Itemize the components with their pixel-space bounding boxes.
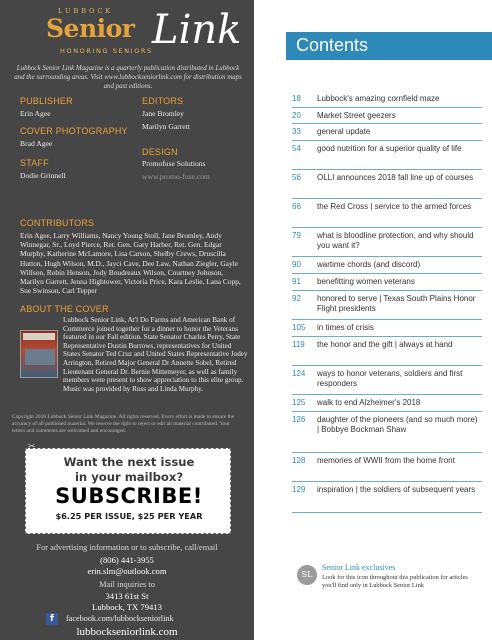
subscribe-heading: SUBSCRIBE!	[55, 484, 203, 508]
toc-page-number: 91	[292, 277, 301, 286]
toc-page-number: 33	[292, 127, 301, 136]
toc-page-number: 119	[292, 340, 305, 349]
toc-page-number: 66	[292, 202, 301, 211]
toc-divider	[292, 169, 482, 170]
toc-title: memories of WWII from the home front	[317, 456, 455, 465]
toc-title: good nutrition for a superior quality of life	[317, 144, 462, 153]
advertising-info: For advertising information or to subscribe, call/email	[36, 543, 218, 552]
exclusives-title: Senior Link exclusives	[322, 563, 396, 572]
toc-page-number: 20	[292, 111, 301, 120]
toc-page-number: 18	[292, 94, 301, 103]
toc-divider	[292, 319, 482, 320]
toc-page-number: 126	[292, 415, 306, 424]
toc-page-number: 125	[292, 398, 306, 407]
address-line1: 3413 61st St	[105, 591, 149, 601]
staff-name: Dodie Grinnell	[20, 171, 66, 180]
logo-lubbock: LUBBOCK	[58, 7, 114, 15]
toc-title: Lubbock's amazing cornfield maze	[317, 94, 440, 103]
toc-title: the Red Cross | service to the armed forces	[317, 202, 472, 211]
toc-title: OLLI announces 2018 fall line up of courses	[317, 173, 474, 182]
toc-divider	[292, 107, 482, 108]
email-link[interactable]: erin.slm@outlook.com	[87, 566, 167, 576]
toc-title: daughter of the pioneers (and so much more) | Bobbye Bockman Shaw	[317, 415, 478, 434]
toc-divider	[292, 273, 482, 274]
toc-page-number: 129	[292, 485, 306, 494]
subscription-price: $6.25 PER ISSUE, $25 PER YEAR	[55, 511, 203, 521]
subscribe-coupon[interactable]	[25, 441, 231, 534]
about-cover-text: Lubbock Senior Link, At'l Do Farms and American Bank of Commerce joined together for a dinner to honor the Veterans featured in our Fall edition. State Senator Charles Perry, State Representative Dustin Burrows, representatives for United States Senator Ted Cruz and United States Representative Jodey Arrington, Retired Major General Dr Annette Sobel, Retired Lieutenant General Dr. Bernie Mittemeyer, as well as family members were present to show appreciation to this elite group. Music was provided by Russ and Linda Murphy.	[63, 316, 248, 393]
photographer-name: Brad Agee	[20, 139, 53, 148]
coupon-line2: in your mailbox?	[74, 470, 184, 484]
masthead-logo	[0, 4, 254, 64]
toc-divider	[292, 198, 482, 199]
about-cover-heading: ABOUT THE COVER	[20, 304, 109, 314]
cover-thumbnail	[20, 330, 58, 378]
toc-divider	[292, 411, 482, 412]
toc-title: inspiration | the soldiers of subsequent years	[317, 485, 476, 494]
toc-divider	[292, 452, 482, 453]
toc-divider	[292, 481, 482, 482]
publisher-heading: PUBLISHER	[20, 96, 73, 106]
exclusives-description: Look for this icon throughout this publication for articles you'll find only in Lubbock Senior Link	[322, 574, 468, 589]
intro-text: Lubbock Senior Link Magazine is a quarterly publication distributed in Lubbock and the surrounding areas. Visit www.lubbockseniorlink.com for distribution maps and past editions.	[14, 65, 242, 90]
contents-title: Contents	[296, 35, 369, 55]
contributors-heading: CONTRIBUTORS	[20, 218, 95, 228]
design-heading: DESIGN	[142, 147, 178, 157]
toc-page-number: 105	[292, 323, 306, 332]
staff-heading: STAFF	[20, 158, 49, 168]
toc-title: honored to serve | Texas South Plains Honor Flight presidents	[317, 294, 476, 313]
senior-link-exclusive-icon: SL	[297, 565, 317, 585]
toc-title: in times of crisis	[317, 323, 374, 332]
editor-name: Jane Bromley	[142, 109, 184, 118]
toc-page-number: 56	[292, 173, 301, 182]
toc-page-number: 54	[292, 144, 301, 153]
mail-label: Mail inquiries to	[99, 580, 155, 589]
contributors-list: Erin Agee, Larry Williams, Nancy Young Stoll, Jane Bromley, Andy Winnegar, Sr., Loyd Pierce, Ret. Gen. Gary Harber, Ret. Gen. Edgar Murphy, Katherine McLamore, Lisa Carson, Shelby Crews, Druscilla Hutton, Hugh Wilson, M.D., Jayci Cave, Dee Law, Nathan Ziegler, Gayle Willson, Robin Henson, Jody Boudreaux Wilson, Courtney Johnson, Marilyn Garrett, Jenna Hightower, Victoria Price, Kara Leslie, Lana Copp, Sue Swinson, Carl Tepper	[20, 231, 241, 296]
editors-heading: EDITORS	[142, 96, 184, 106]
toc-divider	[292, 290, 482, 291]
toc-page-number: 79	[292, 231, 301, 240]
toc-title: general update	[317, 127, 371, 136]
toc-title: what is bloodline protection, and why should you want it?	[317, 231, 474, 250]
toc-title: ways to honor veterans, soldiers and first responders	[317, 369, 463, 388]
design-company: Promofuse Solutions	[142, 159, 206, 168]
toc-page-number: 92	[292, 294, 301, 303]
toc-divider	[292, 394, 482, 395]
toc-divider	[292, 227, 482, 228]
facebook-link[interactable]: facebook.com/lubbockseniorlink	[66, 614, 174, 623]
toc-divider	[292, 365, 482, 366]
toc-title: benefitting women veterans	[317, 277, 415, 286]
toc-page-number: 90	[292, 260, 301, 269]
phone-number[interactable]: (806) 441-3955	[100, 555, 154, 565]
toc-divider	[292, 140, 482, 141]
editor-name: Marilyn Garrett	[142, 122, 190, 131]
logo-tagline: HONORING SENIORS	[60, 47, 153, 55]
toc-divider	[292, 512, 482, 513]
toc-page-number: 124	[292, 369, 306, 378]
website-url[interactable]: lubbockseniorlink.com	[76, 626, 178, 638]
copyright-notice: Copyright 2018 Lubbock Senior Link Magazine. All rights reserved. Every effort is made to ensure the accuracy of all published material. We reserve the right to reject or edit all material contributed. Your letters and comments are welcomed and encouraged.	[12, 414, 235, 434]
publisher-name: Erin Agee	[20, 109, 51, 118]
address-line2: Lubbock, TX 79413	[92, 602, 162, 612]
toc-divider	[292, 256, 482, 257]
coupon-line1: Want the next issue	[63, 455, 195, 469]
design-website: www.promo-fuse.com	[142, 172, 210, 181]
toc-title: the honor and the gift | always at hand	[317, 340, 453, 349]
facebook-icon[interactable]: f	[46, 613, 58, 625]
contents-header-bar	[286, 32, 492, 60]
toc-title: Market Street geezers	[317, 111, 396, 120]
cover-photography-heading: COVER PHOTOGRAPHY	[20, 126, 128, 136]
toc-divider	[292, 123, 482, 124]
toc-title: wartime chords (and discord)	[317, 260, 421, 269]
toc-title: walk to end Alzheimer's 2018	[317, 398, 421, 407]
scissors-icon: ✂	[28, 441, 36, 451]
logo-senior: Senior	[46, 14, 135, 43]
logo-link: Link	[152, 7, 242, 53]
toc-divider	[292, 336, 482, 337]
toc-page-number: 128	[292, 456, 306, 465]
